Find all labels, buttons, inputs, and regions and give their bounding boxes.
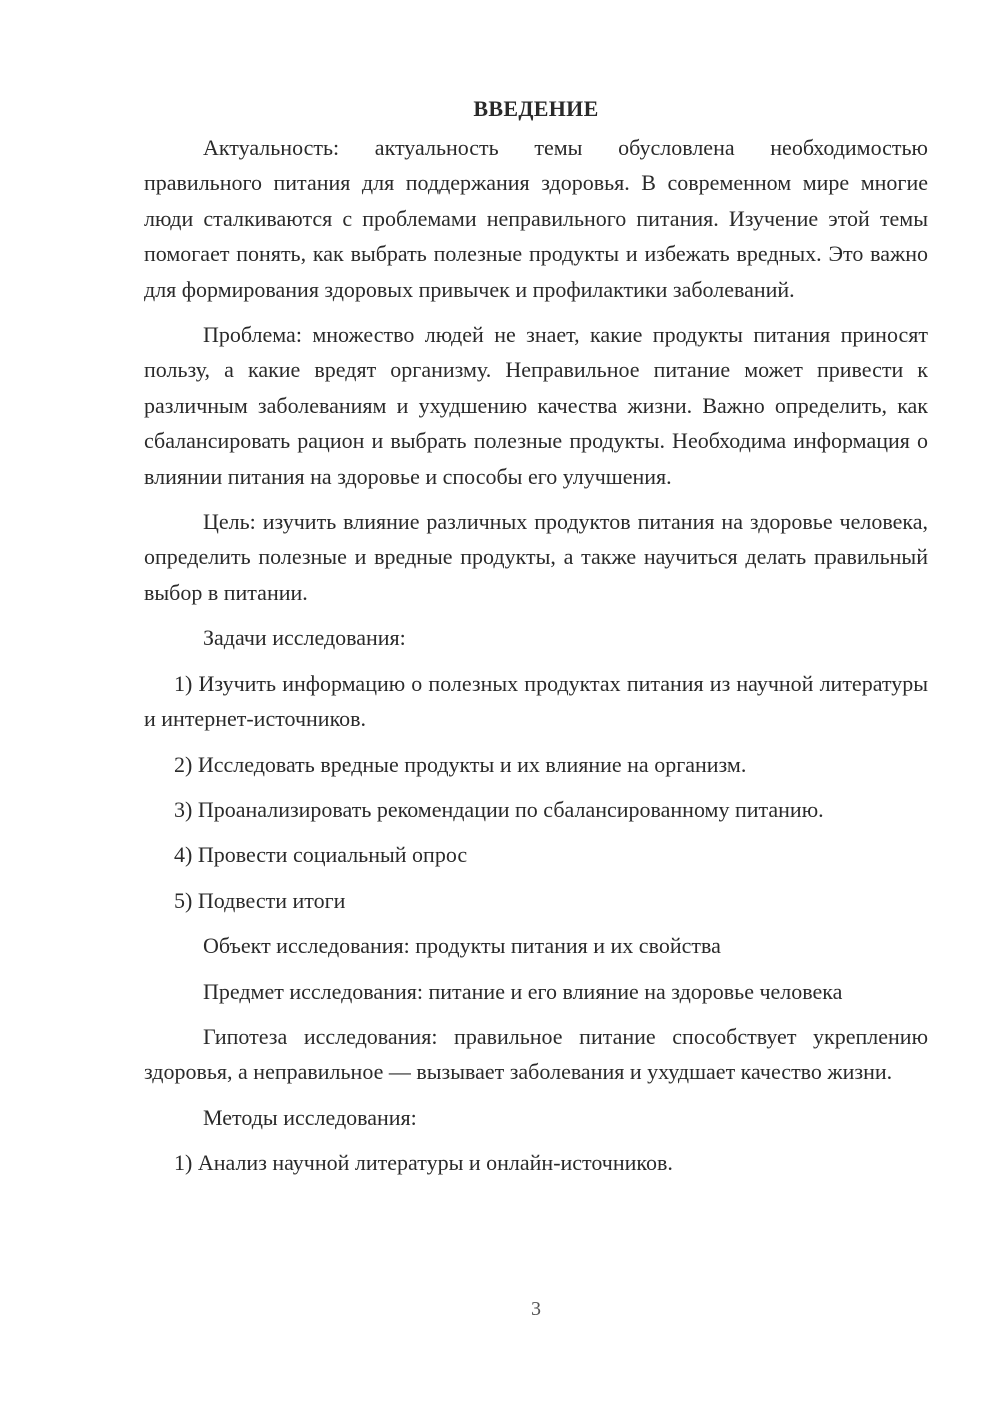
page-number: 3 [531,1298,541,1320]
task-item-4: 4) Провести социальный опрос [174,842,468,868]
tasks-heading: Задачи исследования: [203,625,406,651]
subject-line: Предмет исследования: питание и его влияние на здоровье человека [203,978,843,1004]
problem-paragraph: Проблема: множество людей не знает, какие продукты питания приносят пользу, а какие вредят организму. Неправильное питание может привести к различным заболеваниям и ухудшению качества жизни. Важно определить, как сбалансировать рацион и выбрать полезные продукты. Необходима информация о влиянии питания на здоровье и способы его улучшения. [144,322,928,489]
task-item-1: 1) Изучить информацию о полезных продуктах питания из научной литературы и интернет-источников. [144,670,928,732]
task-item-2: 2) Исследовать вредные продукты и их влияние на организм. [174,751,747,777]
task-item-3: 3) Проанализировать рекомендации по сбалансированному питанию. [174,796,824,822]
goal-paragraph: Цель: изучить влияние различных продуктов питания на здоровье человека, определить полезные и вредные продукты, а также научиться делать правильный выбор в питании. [144,509,928,605]
document-page [144,92,928,1191]
hypothesis-paragraph: Гипотеза исследования: правильное питание способствует укреплению здоровья, а неправильное — вызывает заболевания и ухудшает качество жизни. [144,1023,928,1085]
methods-heading: Методы исследования: [203,1104,417,1130]
object-line: Объект исследования: продукты питания и их свойства [203,933,721,959]
task-item-5: 5) Подвести итоги [174,887,346,913]
method-item-1: 1) Анализ научной литературы и онлайн-источников. [174,1150,673,1176]
relevance-paragraph: Актуальность: актуальность темы обусловлена необходимостью правильного питания для поддержания здоровья. В современном мире многие люди сталкиваются с проблемами неправильного питания. Изучение этой темы помогает понять, как выбрать полезные продукты и избежать вредных. Это важно для формирования здоровых привычек и профилактики заболеваний. [144,135,928,302]
section-title: ВВЕДЕНИЕ [473,96,599,121]
